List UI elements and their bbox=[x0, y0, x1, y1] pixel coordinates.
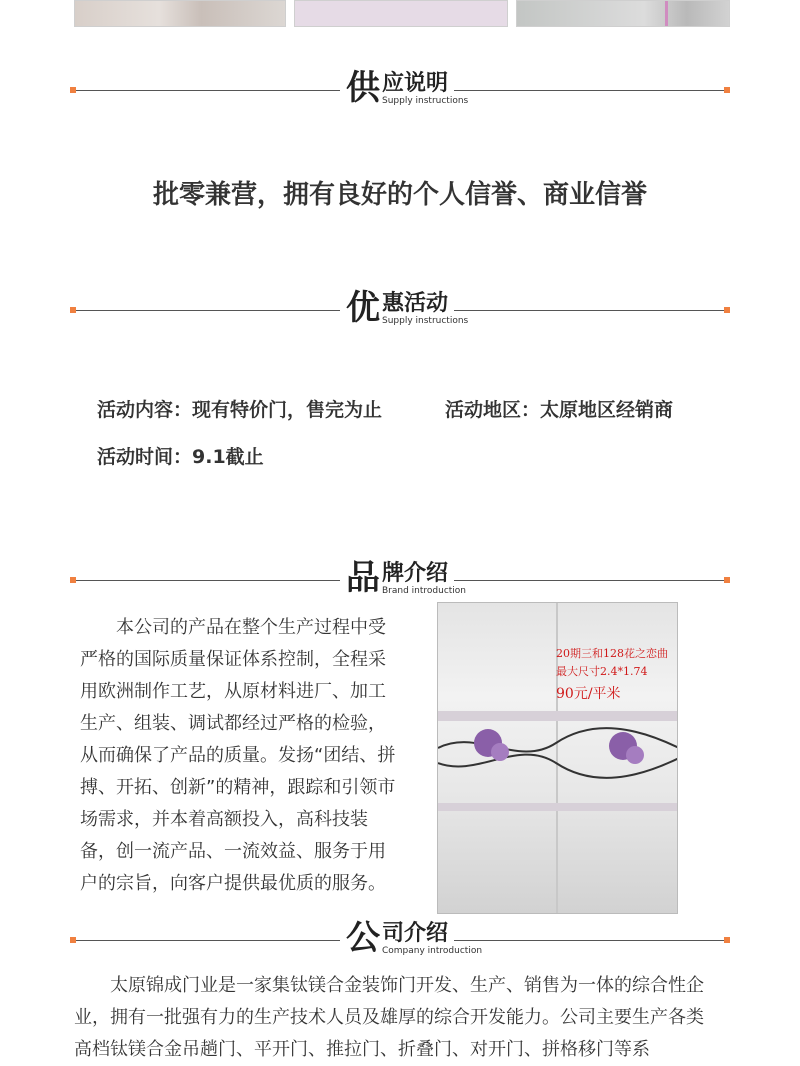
divider-line bbox=[76, 940, 340, 941]
section-header-company bbox=[70, 920, 730, 968]
section-header-supply bbox=[70, 70, 730, 118]
product-photo[interactable] bbox=[437, 602, 678, 914]
accent-dot bbox=[724, 577, 730, 583]
thumbnail-detail bbox=[665, 1, 668, 27]
divider-line bbox=[454, 90, 724, 91]
thumbnail-image[interactable] bbox=[294, 0, 508, 27]
brand-description: 本公司的产品在整个生产过程中受严格的国际质量保证体系控制，全程采用欧洲制作工艺，从原材料进厂、加工生产、组装、调试都经过严格的检验，从而确保了产品的质量。发扬“团结、拼搏、开拓、创新”的精神，跟踪和引领市场需求，并本着高额投入，高科技装备，创一流产品、一流效益、服务于用户的宗旨，向客户提供最优质的服务。 bbox=[80, 617, 396, 894]
thumbnail-image[interactable] bbox=[74, 0, 286, 27]
divider-line bbox=[454, 310, 724, 311]
section-title: 司介绍 bbox=[382, 921, 449, 946]
company-description: 太原锦成门业是一家集钛镁合金装饰门开发、生产、销售为一体的综合性企业，拥有一批强有力的生产技术人员及雄厚的综合开发能力。公司主要生产各类高档钛镁合金吊趟门、平开门、推拉门、折叠门、对开门、拼格移门等系 bbox=[74, 975, 704, 1060]
promo-content: 活动内容：现有特价门，售完为止 bbox=[97, 399, 383, 421]
section-subtitle: Company introduction bbox=[382, 946, 483, 956]
accent-dot bbox=[724, 87, 730, 93]
promo-region: 活动地区：太原地区经销商 bbox=[445, 399, 674, 421]
section-header-brand bbox=[70, 560, 730, 608]
divider-line bbox=[76, 310, 340, 311]
section-subtitle: Brand introduction bbox=[382, 586, 467, 596]
divider-line bbox=[76, 580, 340, 581]
section-title-initial: 优 bbox=[346, 288, 380, 328]
accent-dot bbox=[724, 937, 730, 943]
section-title: 惠活动 bbox=[382, 291, 449, 316]
divider-line bbox=[454, 580, 724, 581]
section-title-initial: 供 bbox=[346, 68, 380, 108]
price-note: 90元/平米 bbox=[556, 686, 621, 702]
thumbnail-image[interactable] bbox=[516, 0, 730, 27]
price-note-line: 20期三和128花之恋曲 bbox=[556, 647, 668, 660]
section-header-promo bbox=[70, 290, 730, 338]
divider-line bbox=[454, 940, 724, 941]
section-title-initial: 公 bbox=[346, 918, 380, 958]
section-subtitle: Supply instructions bbox=[382, 96, 469, 106]
supply-statement: 批零兼营，拥有良好的个人信誉、商业信誉 bbox=[152, 180, 647, 210]
section-title-initial: 品 bbox=[346, 558, 380, 598]
flower-pattern-icon bbox=[438, 718, 678, 798]
accent-dot bbox=[724, 307, 730, 313]
section-title: 牌介绍 bbox=[382, 561, 449, 586]
divider-line bbox=[76, 90, 340, 91]
size-note-line: 最大尺寸2.4*1.74 bbox=[556, 665, 648, 678]
promo-time: 活动时间：9.1截止 bbox=[97, 446, 264, 468]
door-stripe bbox=[438, 803, 677, 811]
thumbnail-strip bbox=[74, 0, 730, 27]
section-subtitle: Supply instructions bbox=[382, 316, 469, 326]
section-title: 应说明 bbox=[382, 71, 449, 96]
